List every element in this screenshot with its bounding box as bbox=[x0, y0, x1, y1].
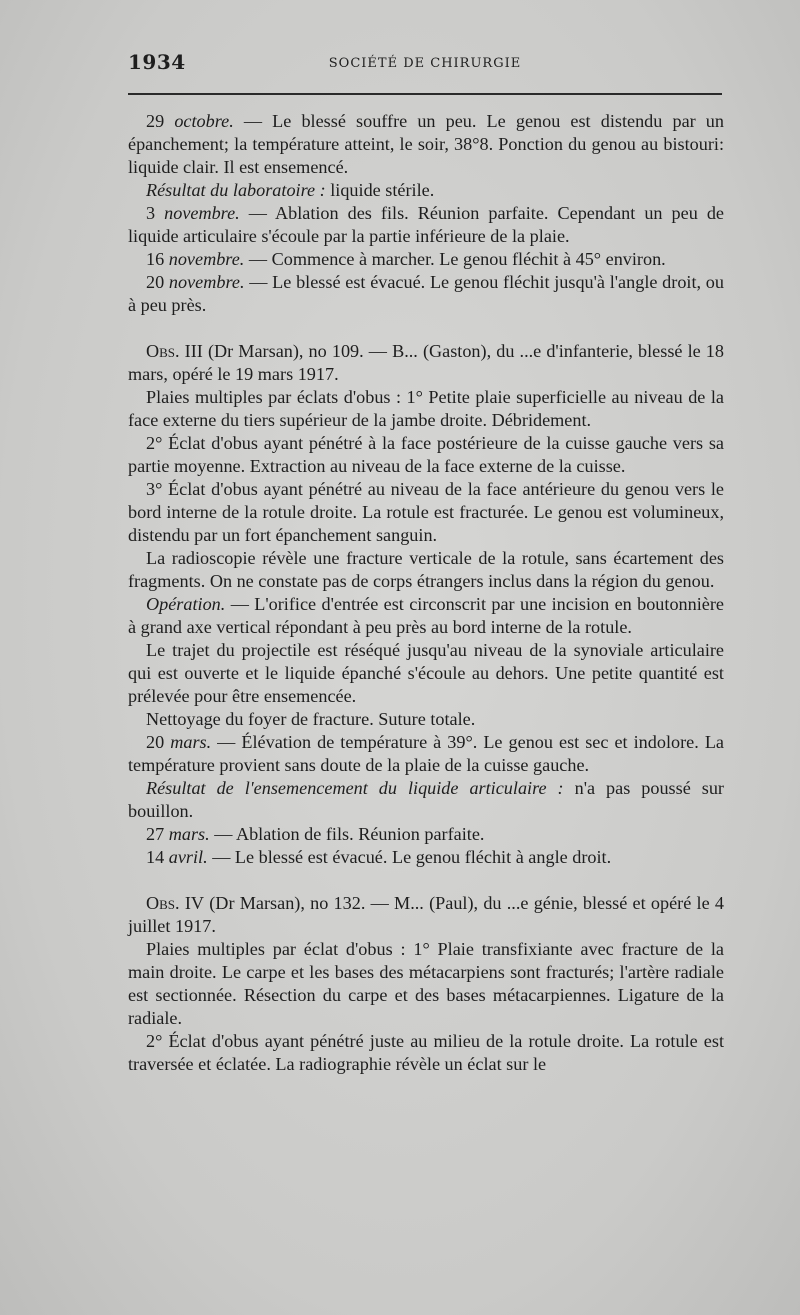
page-header bbox=[128, 50, 722, 80]
text-run: — Le blessé est évacué. Le genou fléchit jusqu'à l'angle droit, ou à peu près. bbox=[128, 272, 724, 315]
text-run: Nettoyage du foyer de fracture. Suture totale. bbox=[146, 709, 476, 729]
italic-text: novembre. bbox=[164, 203, 240, 223]
paragraph bbox=[128, 708, 724, 731]
text-run: 20 bbox=[146, 732, 171, 752]
text-run: — Commence à marcher. Le genou fléchit à 45° environ. bbox=[244, 249, 666, 269]
paragraph bbox=[128, 179, 724, 202]
observation-label: Obs. III bbox=[146, 341, 203, 361]
paragraph bbox=[128, 777, 724, 823]
italic-text: mars. bbox=[170, 732, 212, 752]
paragraph bbox=[128, 386, 724, 432]
paragraph bbox=[128, 340, 724, 386]
paragraph bbox=[128, 892, 724, 938]
text-run: 27 bbox=[146, 824, 169, 844]
text-run: 14 bbox=[146, 847, 169, 867]
text-run: 3° Éclat d'obus ayant pénétré au niveau de la face antérieure du genou vers le bord interne de la rotule droite. La rotule est fracturée. Le genou est volumineux, distendu par un fort épanchement sanguin. bbox=[128, 479, 724, 545]
text-run: — Ablation de fils. Réunion parfaite. bbox=[209, 824, 485, 844]
italic-text: Opération. bbox=[146, 594, 226, 614]
italic-text: avril. bbox=[168, 847, 208, 867]
body-text bbox=[128, 110, 724, 1076]
paragraph bbox=[128, 432, 724, 478]
header-rule bbox=[128, 93, 722, 95]
text-run: — L'orifice d'entrée est circonscrit par une incision en boutonnière à grand axe vertical répondant à peu près au bord interne de la rotule. bbox=[128, 594, 724, 637]
running-head: SOCIÉTÉ DE CHIRURGIE bbox=[328, 56, 522, 71]
page-number: 1934 bbox=[128, 50, 186, 74]
paragraph bbox=[128, 823, 724, 846]
paragraph bbox=[128, 593, 724, 639]
italic-text: Résultat du laboratoire : bbox=[146, 180, 326, 200]
paragraph bbox=[128, 846, 724, 869]
text-run: n'a pas poussé sur bouillon. bbox=[128, 778, 724, 821]
text-run: 3 bbox=[146, 203, 165, 223]
text-run: (Dr Marsan), no 109. — B... (Gaston), du ...e d'infanterie, blessé le 18 mars, opéré le 19 mars 1917. bbox=[128, 341, 724, 384]
text-run: Le trajet du projectile est réséqué jusqu'au niveau de la synoviale articulaire qui est ouverte et le liquide épanché s'écoule au dehors. Une petite quantité est prélevée pour être ensemencée. bbox=[128, 640, 724, 706]
text-run: — Ablation des fils. Réunion parfaite. Cependant un peu de liquide articulaire s'écoule par la partie inférieure de la plaie. bbox=[128, 203, 724, 246]
text-run: 2° Éclat d'obus ayant pénétré à la face postérieure de la cuisse gauche vers sa partie moyenne. Extraction au niveau de la face externe de la cuisse. bbox=[128, 433, 724, 476]
paragraph bbox=[128, 110, 724, 179]
text-run: liquide stérile. bbox=[325, 180, 435, 200]
text-run: 29 bbox=[146, 111, 175, 131]
text-run: 2° Éclat d'obus ayant pénétré juste au milieu de la rotule droite. La rotule est traversée et éclatée. La radiographie révèle un éclat sur le bbox=[128, 1031, 724, 1074]
italic-text: mars. bbox=[168, 824, 210, 844]
italic-text: Résultat de l'ensemencement du liquide articulaire : bbox=[146, 778, 564, 798]
italic-text: novembre. bbox=[168, 272, 245, 292]
text-run: — Le blessé est évacué. Le genou fléchit à angle droit. bbox=[207, 847, 612, 867]
paragraph bbox=[128, 731, 724, 777]
italic-text: octobre. bbox=[174, 111, 234, 131]
paragraph bbox=[128, 639, 724, 708]
paragraph bbox=[128, 248, 724, 271]
paragraph bbox=[128, 547, 724, 593]
paragraph bbox=[128, 938, 724, 1030]
text-run: Plaies multiples par éclat d'obus : 1° Plaie transfixiante avec fracture de la main droite. Le carpe et les bases des métacarpiens sont fracturés; l'artère radiale est sectionnée. Résection du carpe et des bases métacarpiennes. Ligature de la radiale. bbox=[128, 939, 724, 1028]
text-run: 20 bbox=[146, 272, 169, 292]
paragraph bbox=[128, 271, 724, 317]
text-run: (Dr Marsan), no 132. — M... (Paul), du ...e génie, blessé et opéré le 4 juillet 1917. bbox=[128, 893, 724, 936]
italic-text: novembre. bbox=[168, 249, 245, 269]
text-run: Plaies multiples par éclats d'obus : 1° Petite plaie superficielle au niveau de la face externe du tiers supérieur de la jambe droite. Débridement. bbox=[128, 387, 724, 430]
paragraph bbox=[128, 478, 724, 547]
text-run: La radioscopie révèle une fracture verticale de la rotule, sans écartement des fragments. On ne constate pas de corps étrangers inclus dans la région du genou. bbox=[128, 548, 724, 591]
paragraph bbox=[128, 1030, 724, 1076]
text-run: — Le blessé souffre un peu. Le genou est distendu par un épanchement; la température atteint, le soir, 38°8. Ponction du genou au bistouri: liquide clair. Il est ensemencé. bbox=[128, 111, 724, 177]
paragraph bbox=[128, 202, 724, 248]
text-run: — Élévation de température à 39°. Le genou est sec et indolore. La température provient sans doute de la plaie de la cuisse gauche. bbox=[128, 732, 724, 775]
text-run: 16 bbox=[146, 249, 169, 269]
observation-label: Obs. IV bbox=[146, 893, 205, 913]
